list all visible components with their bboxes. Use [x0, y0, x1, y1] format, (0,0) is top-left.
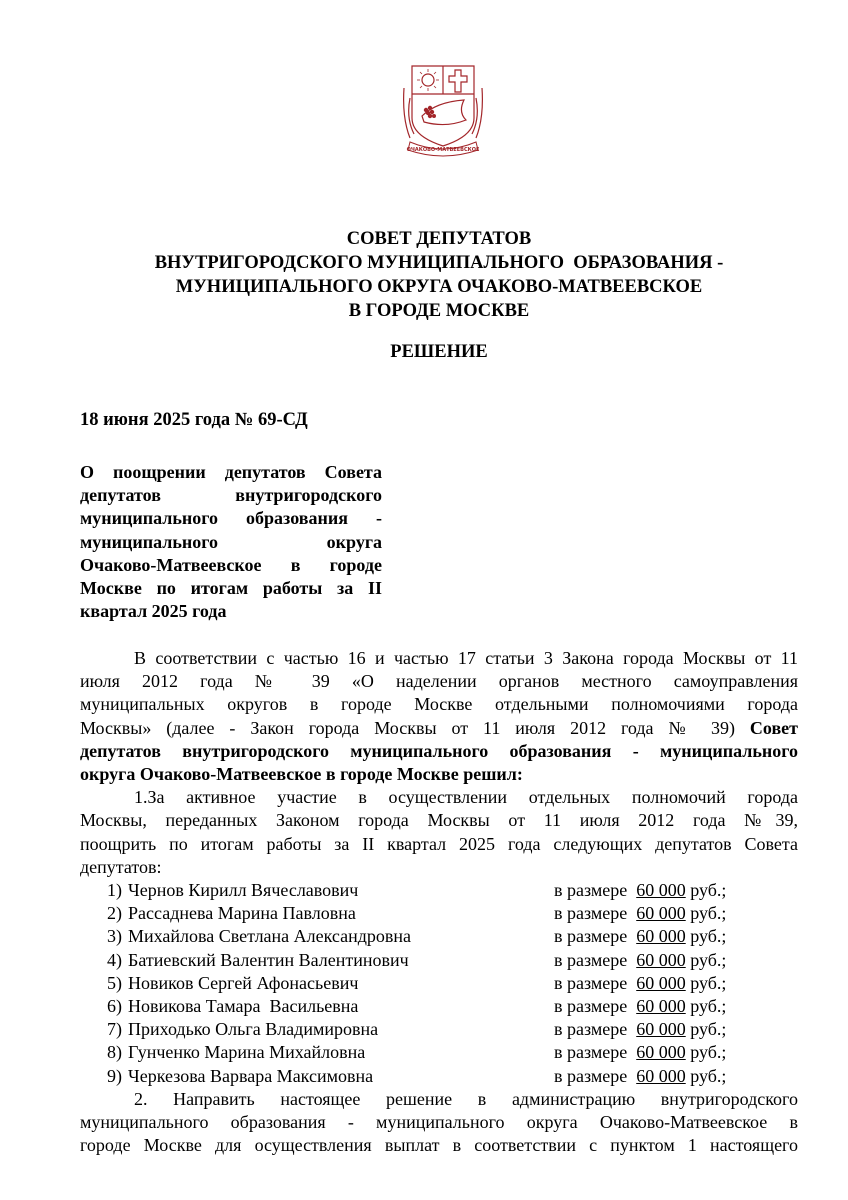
subject-line: Москве по итогам работы за II [80, 578, 382, 599]
amount-suffix: руб.; [690, 1065, 727, 1086]
list-item-number: 5) [107, 972, 122, 993]
list-item [80, 879, 798, 902]
amount-suffix: руб.; [690, 1042, 727, 1063]
deputy-name: Батиевский Валентин Валентинович [128, 949, 409, 970]
amount-value: 60 000 [636, 1019, 686, 1040]
amount-value: 60 000 [636, 949, 686, 970]
subject-line: муниципального образования - [80, 508, 382, 529]
point-1-line: 1.За активное участие в осуществлении отдельных полномочий города [134, 787, 798, 808]
reward-amount [554, 1041, 726, 1064]
point-1-line: депутатов: [80, 856, 162, 877]
subject-line: О поощрении депутатов Совета [80, 462, 382, 482]
council-header [80, 227, 798, 323]
deputies-list [80, 879, 798, 1088]
list-item [80, 995, 798, 1018]
reward-amount [554, 925, 726, 948]
list-item-number: 9) [107, 1065, 122, 1086]
subject-line: муниципального округа [80, 531, 382, 552]
amount-suffix: руб.; [690, 949, 727, 970]
reward-amount [554, 1065, 726, 1088]
amount-value: 60 000 [636, 972, 686, 993]
list-item [80, 1018, 798, 1041]
deputy-name: Черкезова Варвара Максимовна [128, 1065, 374, 1086]
amount-value: 60 000 [636, 995, 686, 1016]
decision-subject [80, 461, 382, 623]
list-item-number: 1) [107, 880, 122, 901]
list-item-number: 3) [107, 926, 122, 947]
list-item [80, 902, 798, 925]
preamble-line [80, 717, 798, 740]
point-1-paragraph [80, 786, 798, 879]
amount-suffix: руб.; [690, 972, 727, 993]
reward-amount [554, 902, 726, 925]
point-1-line: поощрить по итогам работы за II квартал 2025 года следующих депутатов Совета [80, 833, 798, 854]
point-2-line: 2. Направить настоящее решение в администрацию внутригородского [134, 1088, 798, 1109]
amount-prefix: в размере [554, 1042, 628, 1063]
amount-value: 60 000 [636, 1042, 686, 1063]
list-item [80, 925, 798, 948]
preamble-bold-line: депутатов внутригородского муниципального образования - муниципального [80, 740, 798, 761]
reward-amount [554, 1018, 726, 1041]
deputy-name: Михайлова Светлана Александровна [128, 926, 412, 947]
preamble-line: июля 2012 года № 39 «О наделении органов местного самоуправления [80, 671, 798, 692]
deputy-name: Новиков Сергей Афонасьевич [128, 972, 359, 993]
svg-text:ОЧАКОВО-МАТВЕЕВСКОЕ: ОЧАКОВО-МАТВЕЕВСКОЕ [406, 147, 480, 153]
reward-amount [554, 949, 726, 972]
amount-prefix: в размере [554, 972, 628, 993]
deputy-name: Новикова Тамара Васильевна [128, 995, 359, 1016]
header-line-2: ВНУТРИГОРОДСКОГО МУНИЦИПАЛЬНОГО ОБРАЗОВАНИЯ - [154, 253, 724, 273]
list-item-number: 4) [107, 949, 122, 970]
deputy-name: Чернов Кирилл Вячеславович [128, 880, 359, 901]
reward-amount [554, 995, 726, 1018]
coat-of-arms-emblem [400, 58, 486, 158]
list-item-number: 8) [107, 1042, 122, 1063]
amount-prefix: в размере [554, 926, 628, 947]
amount-suffix: руб.; [690, 995, 727, 1016]
preamble-paragraph [80, 647, 798, 786]
deputy-name: Гунченко Марина Михайловна [128, 1042, 366, 1063]
point-2-line: муниципального образования - муниципального округа Очаково-Матвеевское в [80, 1111, 798, 1132]
header-line-1: СОВЕТ ДЕПУТАТОВ [346, 229, 532, 249]
amount-suffix: руб.; [690, 880, 727, 901]
amount-suffix: руб.; [690, 926, 727, 947]
amount-value: 60 000 [636, 1065, 686, 1086]
list-item-number: 2) [107, 903, 122, 924]
decision-body [80, 647, 798, 1157]
list-item [80, 972, 798, 995]
list-item [80, 1041, 798, 1064]
deputy-name: Приходько Ольга Владимировна [128, 1019, 379, 1040]
list-item [80, 1065, 798, 1088]
reward-amount [554, 972, 726, 995]
amount-prefix: в размере [554, 995, 628, 1016]
preamble-line-text: Москвы» (далее - Закон города Москвы от 11 июля 2012 года № 39) [80, 717, 735, 738]
subject-line: квартал 2025 года [80, 601, 227, 622]
amount-prefix: в размере [554, 1065, 628, 1086]
decision-title: РЕШЕНИЕ [390, 342, 488, 362]
preamble-bold-inline: Совет [749, 717, 798, 738]
amount-prefix: в размере [554, 903, 628, 924]
list-item-number: 6) [107, 995, 122, 1016]
amount-prefix: в размере [554, 949, 628, 970]
preamble-line: В соответствии с частью 16 и частью 17 статьи 3 Закона города Москвы от 11 [134, 648, 798, 668]
point-2-paragraph [80, 1088, 798, 1158]
decision-date-number: 18 июня 2025 года № 69-СД [80, 410, 308, 430]
amount-value: 60 000 [636, 926, 686, 947]
deputy-name: Рассаднева Марина Павловна [128, 903, 356, 924]
amount-prefix: в размере [554, 1019, 628, 1040]
subject-line: Очаково-Матвеевское в городе [80, 554, 382, 575]
header-line-3: МУНИЦИПАЛЬНОГО ОКРУГА ОЧАКОВО-МАТВЕЕВСКОЕ [175, 277, 703, 297]
amount-suffix: руб.; [690, 1019, 727, 1040]
point-1-line: Москвы, переданных Законом города Москвы от 11 июля 2012 года №39, [80, 810, 798, 831]
preamble-bold-line: округа Очаково-Матвеевское в городе Москве решил: [80, 764, 523, 785]
reward-amount [554, 879, 726, 902]
amount-prefix: в размере [554, 880, 628, 901]
point-2-line: городе Москве для осуществления выплат в соответствии с пунктом 1 настоящего [80, 1135, 798, 1156]
list-item-number: 7) [107, 1019, 122, 1040]
amount-value: 60 000 [636, 903, 686, 924]
header-line-4: В ГОРОДЕ МОСКВЕ [348, 301, 530, 321]
preamble-line: муниципальных округов в городе Москве отдельными полномочиями города [80, 694, 798, 715]
amount-suffix: руб.; [690, 903, 727, 924]
subject-line: депутатов внутригородского [80, 485, 382, 506]
list-item [80, 949, 798, 972]
amount-value: 60 000 [636, 880, 686, 901]
